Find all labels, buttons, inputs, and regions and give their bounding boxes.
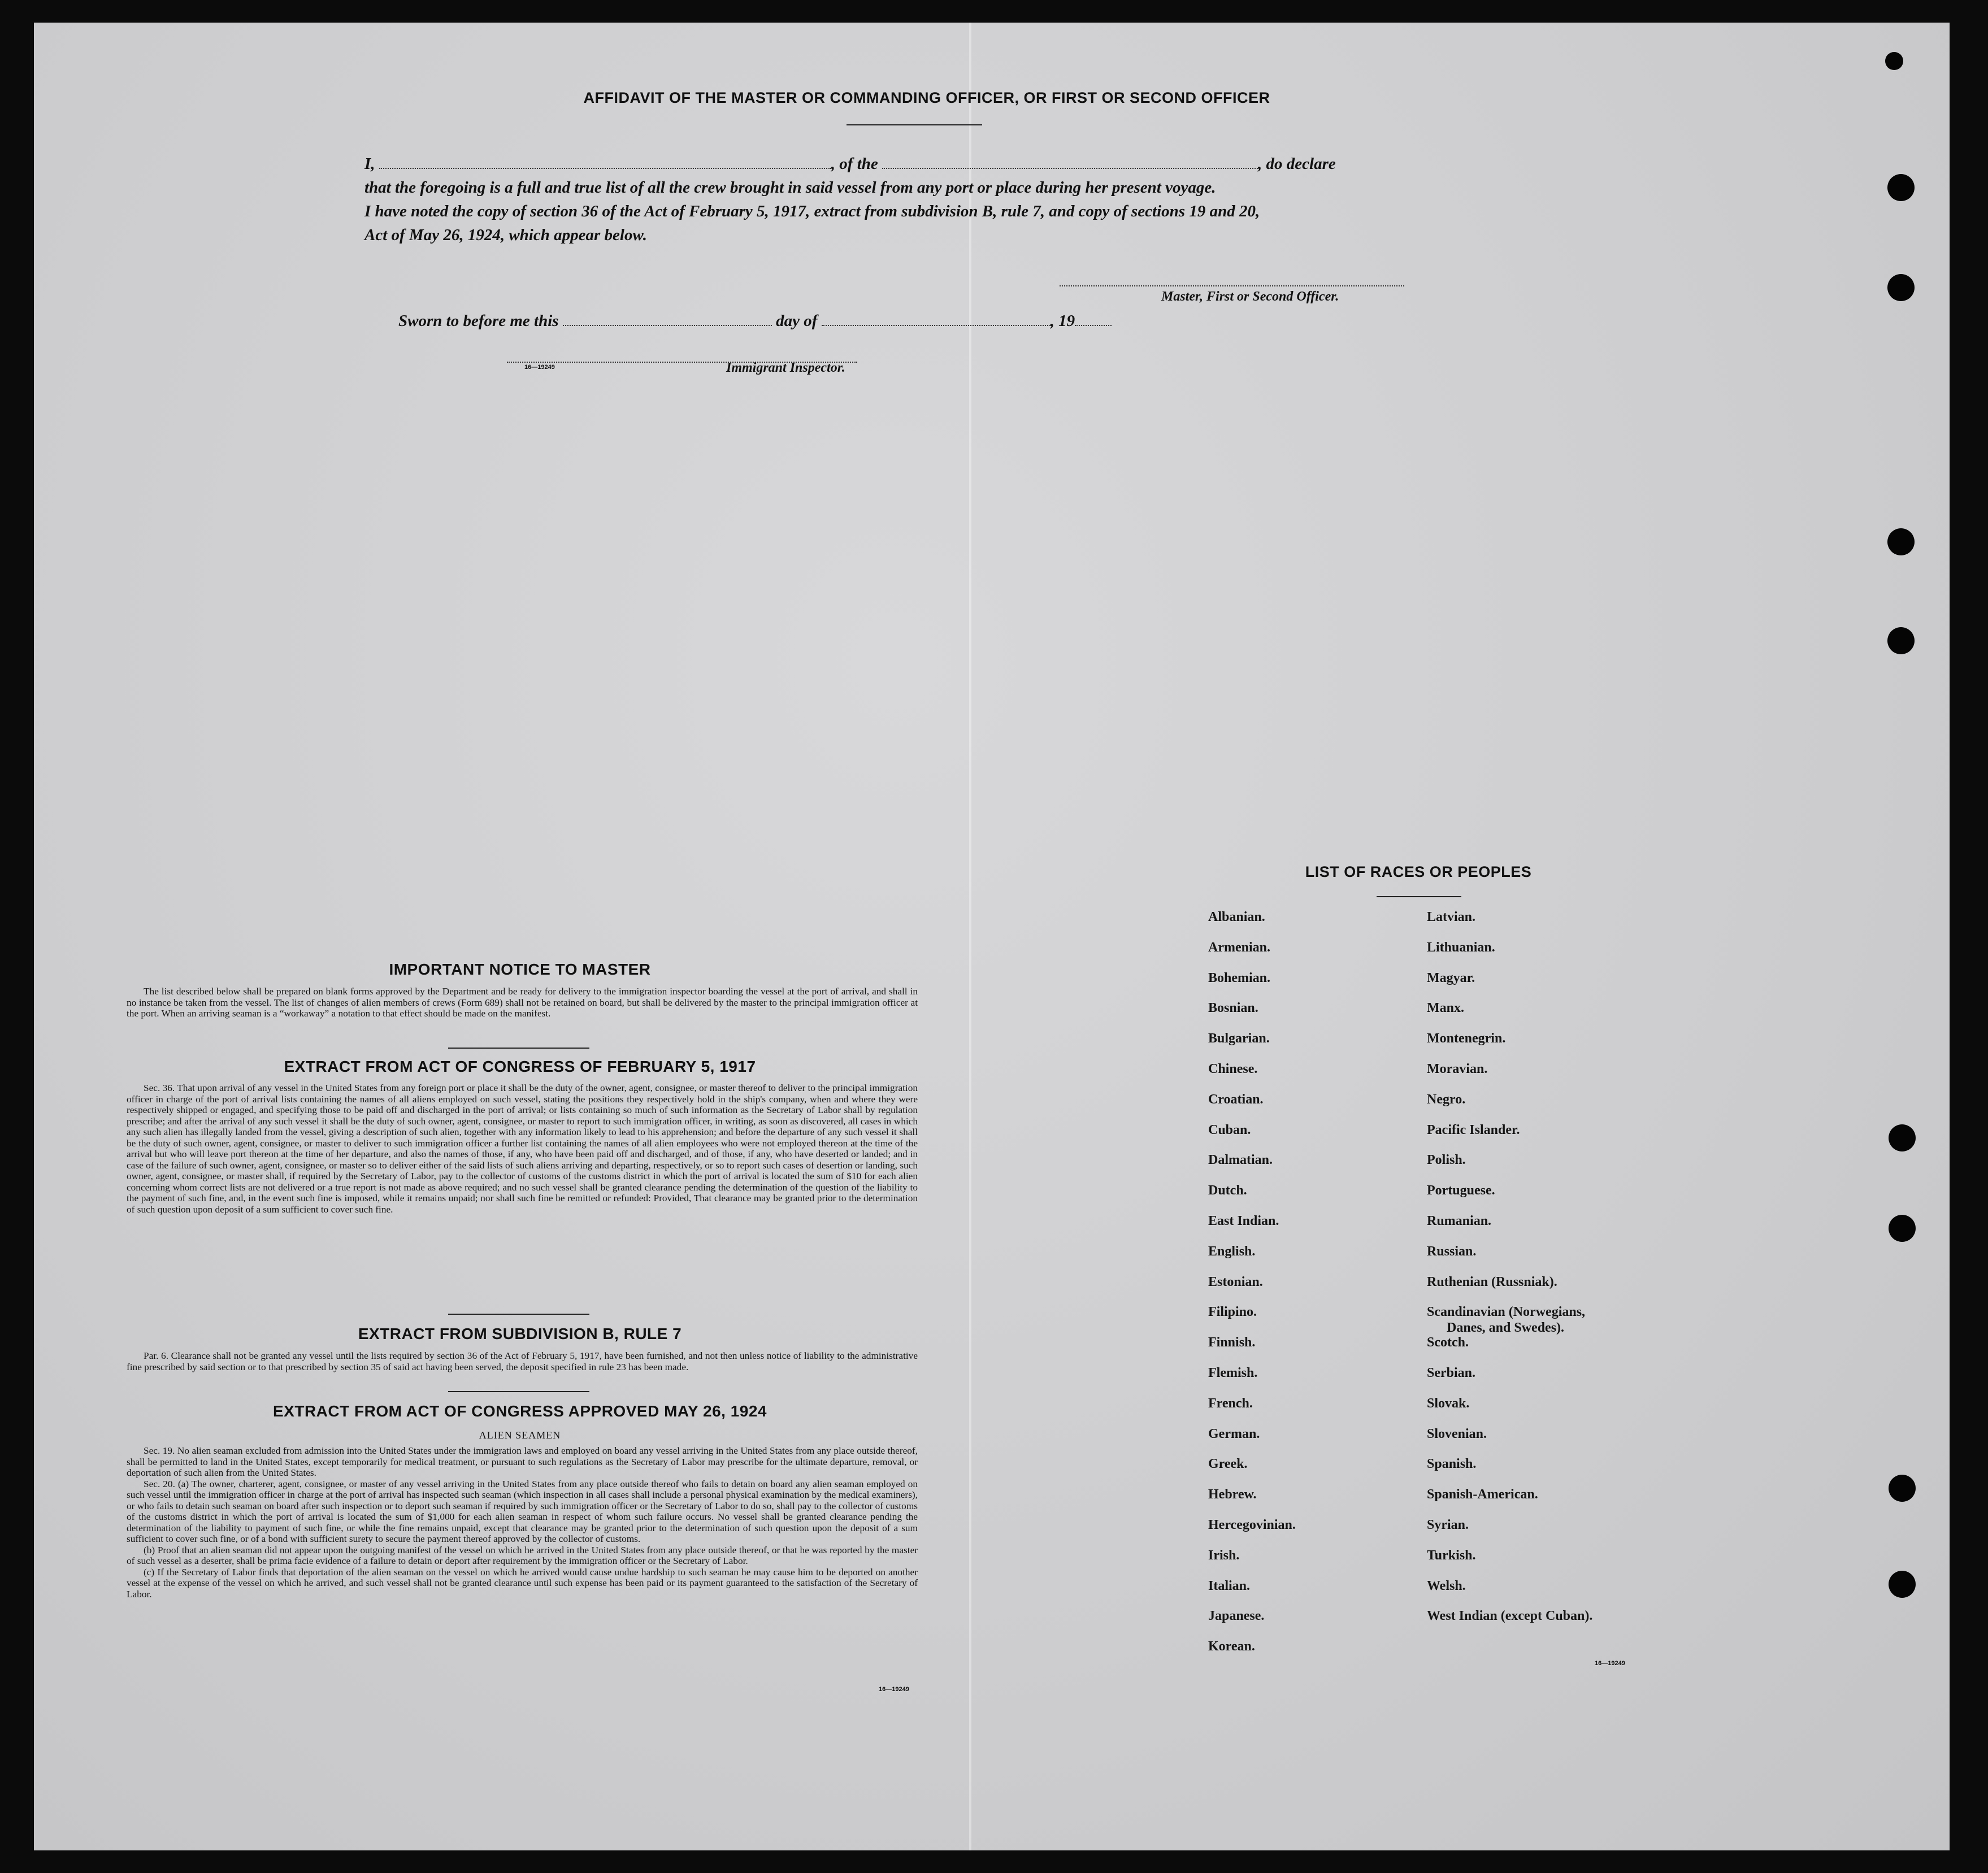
race-item: Spanish.	[1427, 1457, 1477, 1472]
extract-rule7-text	[127, 1350, 918, 1372]
affidavit-title: AFFIDAVIT OF THE MASTER OR COMMANDING OFFICER, OR FIRST OR SECOND OFFICER	[583, 89, 1270, 106]
race-item: Pacific Islander.	[1427, 1122, 1520, 1137]
race-item: Montenegrin.	[1427, 1031, 1506, 1046]
binder-hole-icon	[1887, 627, 1915, 654]
race-item: Latvian.	[1427, 910, 1476, 924]
races-title-rule	[1377, 896, 1461, 897]
race-item: Flemish.	[1208, 1366, 1258, 1380]
notice-text	[127, 986, 918, 1019]
races-form-number: 16—19249	[1595, 1660, 1625, 1667]
race-item: Manx.	[1427, 1001, 1464, 1016]
race-item: English.	[1208, 1244, 1256, 1259]
race-item: French.	[1208, 1396, 1253, 1411]
race-item: Welsh.	[1427, 1578, 1466, 1593]
race-item: Croatian.	[1208, 1092, 1264, 1107]
race-item: Bosnian.	[1208, 1001, 1258, 1016]
extract-1924-text	[127, 1445, 918, 1600]
race-item: Armenian.	[1208, 940, 1270, 955]
section-rule	[448, 1391, 589, 1392]
race-item: Bohemian.	[1208, 970, 1271, 985]
binder-hole-icon	[1889, 1571, 1916, 1598]
sec20c-paragraph: (c) If the Secretary of Labor finds that deportation of the alien seaman on the vessel on which he arrived would cause undue hardship to such seaman he may cause him to be deported on another vessel at the expense of the vessel on which he arrived, and such vessel shall not be granted clearance until such expense has been paid or its payment guaranteed to the satisfaction of the Secretary of Labor.	[127, 1566, 918, 1600]
race-item: Ruthenian (Russniak).	[1427, 1274, 1557, 1289]
sworn-year-blank[interactable]	[1075, 314, 1112, 326]
notice-paragraph: The list described below shall be prepared on blank forms approved by the Department and be ready for delivery to the immigration inspector boarding the vessel at the port of arrival, and shall in no instance be taken from the vessel. The list of changes of alien members of crews (Form 689) shall not be retained on board, but shall be delivered by the master to the principal immigration officer at the port. When an arriving seaman is a “workaway” a notation to that effect should be made on the manifest.	[127, 986, 918, 1019]
race-item: Irish.	[1208, 1548, 1240, 1563]
race-item: Moravian.	[1427, 1062, 1488, 1076]
binder-hole-icon	[1887, 528, 1915, 555]
race-item: Hebrew.	[1208, 1487, 1257, 1502]
section-rule	[448, 1048, 589, 1049]
race-item: Scandinavian (Norwegians,	[1427, 1305, 1586, 1320]
race-item: Dalmatian.	[1208, 1153, 1273, 1168]
race-item: Danes, and Swedes).	[1447, 1320, 1565, 1336]
race-item: East Indian.	[1208, 1214, 1279, 1228]
binder-hole-icon	[1889, 1124, 1916, 1151]
affidavit-line1-c: , do declare	[1258, 155, 1336, 173]
race-item: Slovenian.	[1427, 1426, 1487, 1441]
binder-hole-icon	[1887, 174, 1915, 201]
race-item: Filipino.	[1208, 1305, 1257, 1320]
sworn-day-blank[interactable]	[563, 314, 772, 326]
vessel-blank[interactable]	[882, 157, 1258, 169]
race-item: Finnish.	[1208, 1335, 1256, 1350]
sworn-c: , 19	[1050, 312, 1075, 330]
extract-form-number: 16—19249	[879, 1686, 909, 1693]
name-blank[interactable]	[379, 157, 831, 169]
sec20b-paragraph: (b) Proof that an alien seaman did not appear upon the outgoing manifest of the vessel on which he arrived in the United States from any place outside thereof, or that he was reported by the master of such vessel as a deserter, shall be prima facie evidence of a failure to detain or deport after requirement by the immigration officer or the Secretary of Labor.	[127, 1544, 918, 1566]
race-item: Dutch.	[1208, 1183, 1247, 1198]
document-page	[34, 23, 1950, 1850]
sworn-month-blank[interactable]	[822, 314, 1051, 326]
affidavit-line-3: I have noted the copy of section 36 of the Act of February 5, 1917, extract from subdivision B, rule 7, and copy of sections 19 and 20,	[364, 202, 1260, 220]
affidavit-line-1	[364, 153, 1472, 175]
race-item: Spanish-American.	[1427, 1487, 1538, 1502]
race-item: Polish.	[1427, 1153, 1466, 1168]
extract-1917-title: EXTRACT FROM ACT OF CONGRESS OF FEBRUARY 5, 1917	[284, 1058, 756, 1075]
race-item: Estonian.	[1208, 1274, 1263, 1289]
binder-hole-icon	[1889, 1475, 1916, 1502]
binder-hole-icon	[1889, 1215, 1916, 1242]
races-title: LIST OF RACES OR PEOPLES	[1305, 863, 1532, 880]
race-item: Slovak.	[1427, 1396, 1470, 1411]
fold-line	[969, 23, 971, 1850]
race-item: West Indian (except Cuban).	[1427, 1609, 1593, 1624]
extract-1917-text	[127, 1083, 918, 1215]
sworn-b: day of	[776, 312, 818, 330]
section-rule	[448, 1314, 589, 1315]
race-item: Cuban.	[1208, 1122, 1251, 1137]
affidavit-line1-a: I,	[364, 155, 375, 173]
race-item: Korean.	[1208, 1639, 1255, 1654]
signature-label: Master, First or Second Officer.	[1161, 289, 1339, 304]
sec20a-paragraph: Sec. 20. (a) The owner, charterer, agent, consignee, or master of any vessel arriving in the United States from any place outside thereof who fails to detain on board any alien seaman employed on such vessel until the immigration officer in charge at the port of arrival has inspected such seaman (which inspection in all cases shall include a personal physical examination by the medical examiners), or who fails to detain such seaman on board after such inspection or to deport such seaman if required by such immigration officer or the Secretary of Labor to do so, shall pay to the collector of customs of the customs district in which the port of arrival is located the sum of $1,000 for each alien seaman in respect of whom such failure occurs. No vessel shall be granted clearance pending the determination of the liability to payment of such fine, or while the fine remains unpaid, except that clearance may be granted prior to the determination of such question upon the deposit of a sum sufficient to cover such fine, or of a bond with sufficient surety to secure the payment thereof approved by the collector of customs.	[127, 1478, 918, 1544]
extract-1917-paragraph: Sec. 36. That upon arrival of any vessel in the United States from any foreign port or place it shall be the duty of the owner, agent, consignee, or master thereof to deliver to the principal immigration officer in charge of the port of arrival lists containing the names of all aliens employed on such vessel, stating the positions they respectively hold in the ship's company, when and where they were respectively shipped or engaged, and specifying those to be paid off and discharged in the port of arrival; or lists containing so much of such information as the Secretary of Labor shall by regulation prescribe; and after the arrival of any such vessel it shall be the duty of such owner, agent, consignee, or master to report to such immigration officer, in writing, as soon as discovered, all cases in which any such alien has illegally landed from the vessel, giving a description of such alien, together with any information likely to lead to his apprehension; and before the departure of any such vessel it shall be the duty of such owner, agent, consignee, or master to deliver to such immigration officer a further list containing the names of all alien employees who were not employed thereon at the time of the arrival but who will leave port thereon at the time of her departure, and also the names of those, if any, who have been paid off and discharged, and of those, if any, who have deserted or landed; and in case of the failure of such owner, agent, consignee, or master so to deliver either of the said lists of such aliens arriving and departing, respectively, or so to report such cases of desertion or landing, such owner, agent, consignee, or master shall, if required by the Secretary of Labor, pay to the collector of customs of the customs district in which the port of arrival is located the sum of $10 for each alien concerning whom correct lists are not delivered or a true report is not made as above required; and no such vessel shall be granted clearance pending the determination of the question of the liability to the payment of such fine, and, in the event such fine is imposed, while it remains unpaid; nor shall such fine be remitted or refunded: Provided, That clearance may be granted prior to the determination of such question upon deposit of a sum sufficient to cover such fine.	[127, 1083, 918, 1215]
extract-rule7-paragraph: Par. 6. Clearance shall not be granted any vessel until the lists required by section 36 of the Act of February 5, 1917, have been furnished, and not then unless notice of liability to the administrative fine prescribed by said section or to that prescribed by section 35 of said act having been served, the deposit specified in rule 23 has been made.	[127, 1350, 918, 1372]
sworn-line	[398, 312, 1112, 331]
race-item: Lithuanian.	[1427, 940, 1495, 955]
race-item: Italian.	[1208, 1578, 1251, 1593]
race-item: Albanian.	[1208, 910, 1265, 924]
signature-blank[interactable]	[1060, 274, 1404, 286]
extract-1924-title: EXTRACT FROM ACT OF CONGRESS APPROVED MAY 26, 1924	[273, 1402, 767, 1420]
affidavit-form-number: 16—19249	[524, 364, 555, 371]
inspector-label: Immigrant Inspector.	[726, 360, 845, 375]
extract-1924-subtitle: ALIEN SEAMEN	[479, 1429, 561, 1441]
affidavit-line-2: that the foregoing is a full and true list of all the crew brought in said vessel from any port or place during her present voyage.	[364, 179, 1216, 197]
race-item: Magyar.	[1427, 970, 1475, 985]
race-item: Japanese.	[1208, 1609, 1265, 1624]
affidavit-line-4: Act of May 26, 1924, which appear below.	[364, 226, 647, 244]
binder-hole-icon	[1885, 52, 1903, 70]
sec19-paragraph: Sec. 19. No alien seaman excluded from admission into the United States under the immigration laws and employed on board any vessel arriving in the United States from any place outside thereof, shall be permitted to land in the United States, except temporarily for medical treatment, or pursuant to such regulations as the Secretary of Labor may prescribe for the ultimate departure, removal, or deportation of such alien from the United States.	[127, 1445, 918, 1478]
race-item: Negro.	[1427, 1092, 1466, 1107]
race-item: German.	[1208, 1426, 1260, 1441]
affidavit-title-rule	[847, 124, 982, 125]
affidavit-line1-b: , of the	[831, 155, 878, 173]
race-item: Bulgarian.	[1208, 1031, 1270, 1046]
race-item: Syrian.	[1427, 1518, 1469, 1532]
sworn-a: Sworn to before me this	[398, 312, 559, 330]
extract-rule7-title: EXTRACT FROM SUBDIVISION B, RULE 7	[358, 1325, 682, 1342]
race-item: Russian.	[1427, 1244, 1477, 1259]
race-item: Hercegovinian.	[1208, 1518, 1296, 1532]
race-item: Chinese.	[1208, 1062, 1258, 1076]
binder-hole-icon	[1887, 274, 1915, 301]
notice-title: IMPORTANT NOTICE TO MASTER	[389, 961, 651, 978]
race-item: Portuguese.	[1427, 1183, 1495, 1198]
race-item: Greek.	[1208, 1457, 1248, 1472]
race-item: Turkish.	[1427, 1548, 1476, 1563]
race-item: Scotch.	[1427, 1335, 1469, 1350]
race-item: Rumanian.	[1427, 1214, 1492, 1228]
race-item: Serbian.	[1427, 1366, 1476, 1380]
